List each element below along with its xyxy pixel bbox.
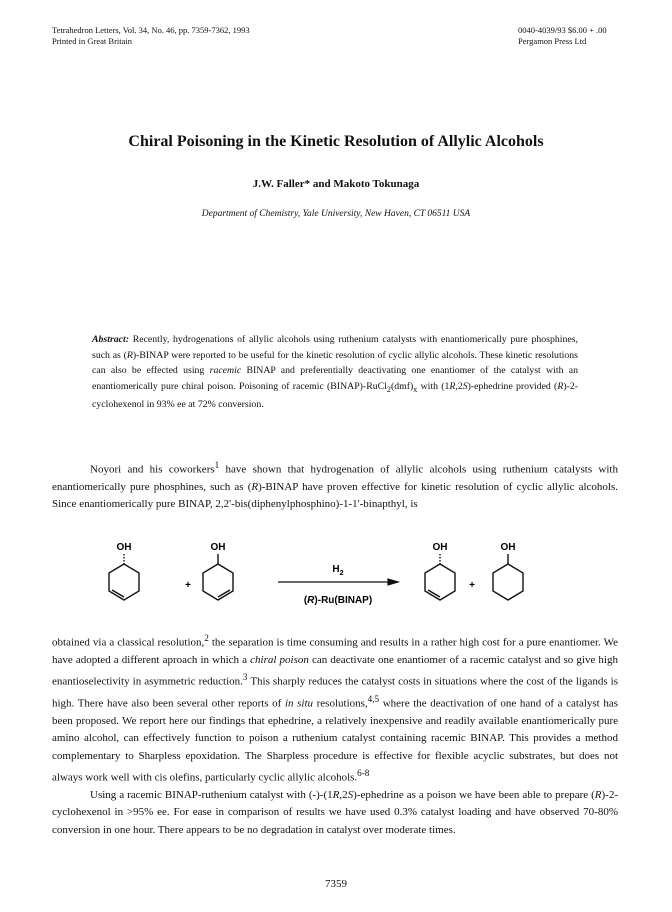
reagent-h: H — [332, 564, 340, 575]
body-text: have shown that hydrogenation of allylic alcohols using ruthenium catalysts with enantiomerically pure phosphines, such as ( — [52, 463, 618, 493]
abstract-text: (dmf) — [390, 380, 414, 392]
abstract-text: )-2-cyclohexenol in 93% ee at 72% conversion. — [92, 380, 578, 410]
paragraph-body — [52, 630, 618, 839]
oh-label: OH — [432, 542, 448, 553]
body-text: )-BINAP have proven effective for kinetic resolution of cyclic allylic alcohols. Since enantiomerically pure BINAP, 2,2'-bis(diphenylphosphino)-1-1'-binapthyl, is — [52, 480, 618, 511]
emphasis-chiral-poison: chiral poison — [250, 653, 309, 666]
cyclohexenol-R-reactant — [109, 554, 139, 600]
body-text: This sharply reduces the catalyst costs in situations where the cost of the ligands is high. There have also been several other reports of — [52, 675, 618, 710]
body-text: )-ephedrine as a poison we have been able to prepare ( — [353, 789, 595, 801]
citation-ref: 4,5 — [367, 694, 380, 705]
citation-ref: 3 — [242, 672, 248, 683]
abstract-subscript: 2 — [386, 384, 391, 394]
abstract — [92, 332, 578, 412]
paragraph-intro — [52, 457, 618, 514]
abstract-text: )-BINAP were reported to be useful for the kinetic resolution of cyclic allylic alcohols. These kinetic resolutions can also be effected using — [92, 349, 578, 376]
journal-citation: Tetrahedron Letters, Vol. 34, No. 46, pp. 7359-7362, 1993 — [52, 25, 250, 35]
reagent-subscript: 2 — [339, 570, 344, 577]
stereo-descriptor: R — [332, 789, 340, 801]
cyclohexenol-S-reactant — [203, 554, 233, 600]
catalyst-name: )-Ru(BINAP) — [314, 595, 373, 606]
cyclohexanol-product — [493, 554, 523, 600]
citation-ref: 1 — [214, 460, 220, 470]
abstract-stereo: R — [449, 380, 456, 392]
oh-label: OH — [500, 542, 516, 553]
paper-title: Chiral Poisoning in the Kinetic Resolution of Allylic Alcohols — [128, 133, 544, 150]
abstract-text: Recently, hydrogenations of allylic alcohols using ruthenium catalysts with enantiomerically pure phosphines, such as ( — [92, 334, 578, 361]
printed-location: Printed in Great Britain — [52, 36, 133, 46]
emphasis-in-situ: in situ — [284, 697, 314, 710]
catalyst-label — [304, 595, 372, 606]
body-text: Noyori and his coworkers — [90, 463, 215, 476]
abstract-text: ,2 — [455, 380, 463, 392]
author-affiliation: Department of Chemistry, Yale University, New Haven, CT 06511 USA — [201, 209, 471, 219]
abstract-stereo: S — [462, 380, 468, 392]
citation-ref: 2 — [204, 633, 209, 643]
body-text: obtained via a classical resolution, — [52, 636, 205, 649]
issn-price: 0040-4039/93 $6.00 + .00 — [518, 25, 607, 35]
body-text: ,2 — [339, 789, 348, 801]
plus-sign: + — [185, 580, 191, 591]
body-text: )-2-cyclohexenol in >95% ee. For ease in comparison of results we have used 0.3% catalyst loading and have observed 70-80% conversion in one hour. There appears to be no degradation in catalyst over moderate times. — [52, 789, 618, 836]
cyclohexenol-R-product — [425, 554, 455, 600]
abstract-text: BINAP and preferentially deactivating one enantiomer of the catalyst with an enantiomerically pure chiral poison. Poisoning of racemic (BINAP)-RuCl — [92, 365, 579, 392]
stereo-descriptor: R — [251, 480, 259, 493]
abstract-text: )-ephedrine provided ( — [467, 380, 558, 392]
abstract-subscript: x — [413, 384, 418, 394]
body-text: where the deactivation of one hand of a catalyst has been proposed. We report here our findings that ephedrine, a relatively inexpensive and readily available enantiomerically pure amino alcohol, can effectively function to poison a ruthenium catalyst containing racemic BINAP. This provides a method complementary to Sharpless epoxidation. The Sharpless procedure is effective for flexible acyclic substrates, but does not always work well with cis olefins, particularly cyclic allylic alcohols. — [52, 697, 618, 784]
catalyst-paren: ( — [303, 595, 308, 606]
oh-label: OH — [116, 542, 132, 553]
publisher: Pergamon Press Ltd — [518, 36, 587, 46]
oh-label: OH — [210, 542, 226, 553]
paragraph-results — [52, 787, 618, 839]
reagent-h2 — [332, 564, 343, 577]
plus-sign: + — [469, 580, 475, 591]
abstract-stereo: R — [557, 380, 564, 392]
body-text: Using a racemic BINAP-ruthenium catalyst with (-)-(1 — [90, 789, 333, 801]
stereo-descriptor: S — [347, 789, 354, 801]
abstract-text: with (1 — [417, 380, 450, 392]
paper-authors: J.W. Faller* and Makoto Tokunaga — [252, 178, 420, 190]
body-text: resolutions, — [313, 697, 368, 710]
abstract-stereo: R — [126, 349, 133, 361]
body-text: can deactivate one enantiomer of a racemic catalyst and so give high enantioselectivity in asymmetric reduction. — [52, 653, 618, 688]
reaction-scheme — [92, 540, 572, 620]
body-text: the separation is time consuming and results in a rather high cost for a pure enantiomer. We have adopted a different aproach in which a — [52, 636, 619, 666]
page-number: 7359 — [325, 878, 347, 890]
catalyst-stereo: R — [307, 595, 315, 606]
journal-header-left — [52, 25, 250, 47]
journal-header-right — [518, 25, 607, 47]
reaction-arrow — [278, 579, 398, 585]
abstract-racemic: racemic — [209, 365, 242, 376]
abstract-label: Abstract: — [92, 334, 130, 345]
paragraph-continuation — [52, 630, 618, 787]
stereo-descriptor: R — [594, 789, 602, 801]
citation-ref: 6-8 — [357, 768, 370, 779]
